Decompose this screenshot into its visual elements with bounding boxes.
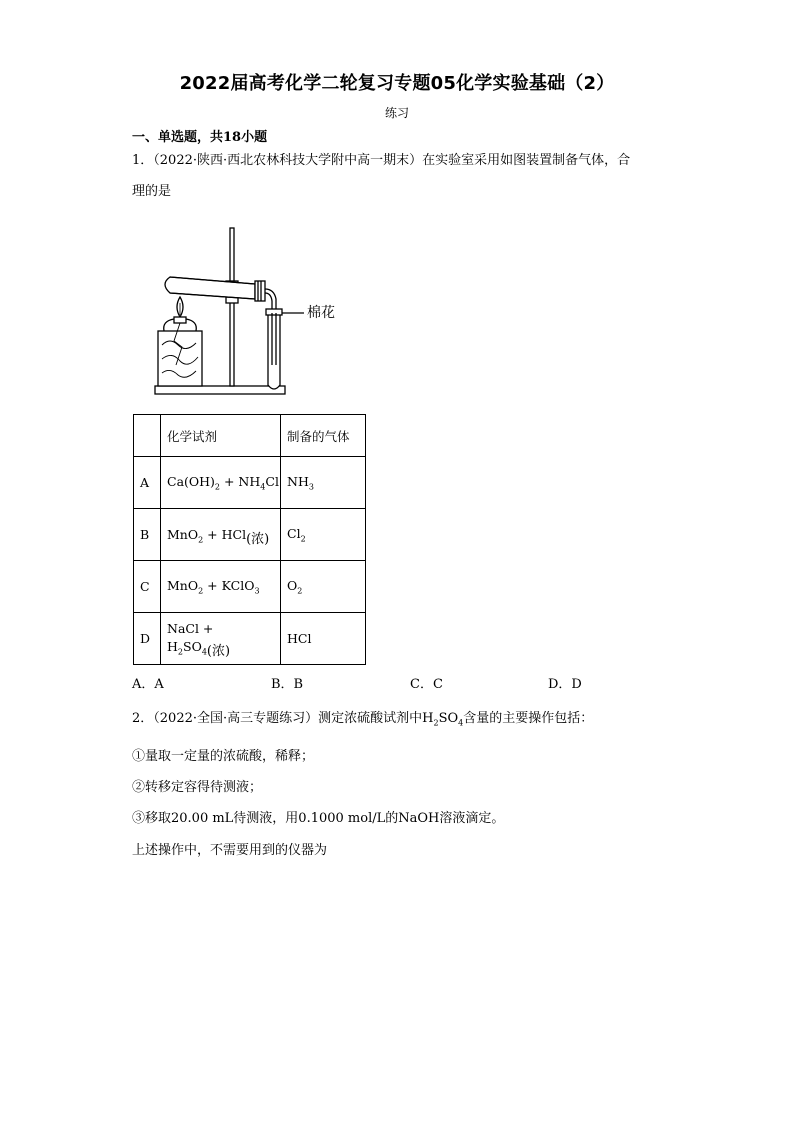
- question-2-text: 2．（2022·全国·高三专题练习）测定浓硫酸试剂中$H_2SO_4$含量的主要操作包括：: [132, 711, 594, 728]
- alcohol-lamp: [158, 331, 202, 386]
- table-header-row: [134, 415, 366, 457]
- collecting-tube: [266, 309, 282, 389]
- row-label: B: [134, 509, 161, 561]
- question-1-text: 1．（2022·陕西·西北农林科技大学附中高一期末）在实验室采用如图装置制备气体，合: [132, 153, 631, 168]
- reagent-cell: NaCl + $H_2SO_4$(浓): [161, 613, 281, 665]
- table-row: [134, 509, 366, 561]
- question-2-prompt: 上述操作中，不需要用到的仪器为: [132, 843, 328, 858]
- table-header-cell: [134, 415, 161, 457]
- table-header-cell: 制备的气体: [281, 415, 366, 457]
- question-1-text-cont: 理的是: [132, 184, 172, 199]
- row-label: D: [134, 613, 161, 665]
- reagent-cell: MnO$_2$ + KClO$_3$: [161, 561, 281, 613]
- stand-base: [155, 386, 285, 394]
- reagent-cell: MnO$_2$ + HCl(浓): [161, 509, 281, 561]
- table-header-cell: 化学试剂: [161, 415, 281, 457]
- reagent-cell: $Ca(OH)_2 + NH_4Cl$: [161, 457, 281, 509]
- cotton-label: 棉花: [307, 305, 335, 321]
- section-heading: 一、单选题，共18小题: [132, 130, 268, 145]
- gas-cell: $O_2$: [281, 561, 366, 613]
- gas-cell: $Cl_2$: [281, 509, 366, 561]
- reagent-table: [133, 414, 366, 665]
- table-row: [134, 457, 366, 509]
- page-title: 2022届高考化学二轮复习专题05化学实验基础（2）: [179, 73, 615, 94]
- table-row: [134, 561, 366, 613]
- table-row: [134, 613, 366, 665]
- question-2-step-3: ③移取20.00 mL待测液，用0.1000 mol/L的NaOH溶液滴定。: [132, 811, 505, 826]
- option-d[interactable]: D．D: [548, 677, 582, 692]
- option-c[interactable]: C．C: [410, 677, 443, 692]
- question-2-step-1: ①量取一定量的浓硫酸，稀释；: [132, 749, 315, 764]
- page-subtitle: 练习: [384, 106, 409, 120]
- gas-cell: HCl: [281, 613, 366, 665]
- stand-rod: [230, 228, 234, 386]
- option-a[interactable]: A．A: [132, 677, 164, 692]
- option-b[interactable]: B．B: [271, 677, 304, 692]
- row-label: C: [134, 561, 161, 613]
- row-label: A: [134, 457, 161, 509]
- question-2-step-2: ②转移定容得待测液；: [132, 780, 263, 795]
- gas-cell: $NH_3$: [281, 457, 366, 509]
